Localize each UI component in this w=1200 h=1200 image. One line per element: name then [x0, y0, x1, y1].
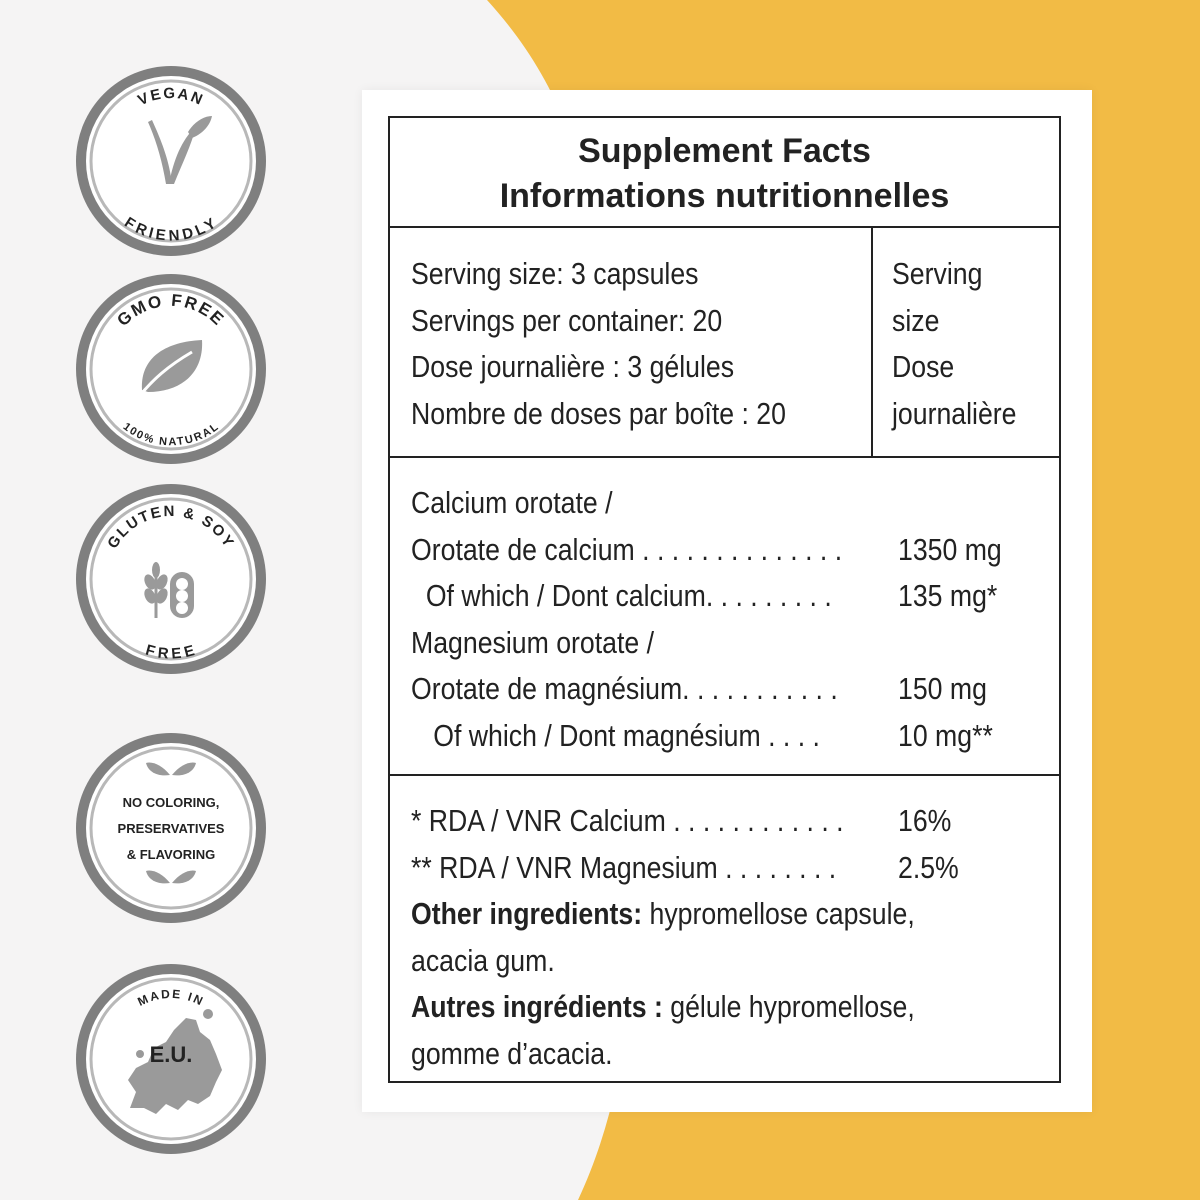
- other-ingredients-en-cont: acacia gum.: [411, 942, 555, 978]
- ingredient-name: Orotate de magnésium. . . . . . . . . . .: [411, 671, 838, 706]
- ingredient-amount: 135 mg*: [898, 578, 998, 613]
- ingredient-name: Of which / Dont magnésium . . . .: [411, 717, 820, 753]
- badge-top-text: MADE IN: [135, 986, 207, 1009]
- serving-column-header: [873, 228, 1037, 456]
- ingredients-section: [390, 458, 1059, 776]
- title-en: Supplement Facts: [578, 132, 871, 170]
- badge-gluten-soy-free: [70, 478, 272, 680]
- other-ingredients-text-fr: gélule hypromellose,: [662, 989, 915, 1024]
- ingredient-row: [411, 713, 1059, 760]
- badge-line: NO COLORING,: [122, 795, 220, 810]
- badge-bottom-text: FREE: [143, 641, 199, 663]
- rda-value: 16%: [898, 803, 952, 838]
- ingredient-row: [411, 480, 1059, 527]
- badge-made-in-eu: [70, 958, 272, 1160]
- badge-gmo-free: [70, 268, 272, 470]
- badge-center-text: E.U.: [149, 1042, 193, 1067]
- serving-header-line: Serving: [892, 256, 983, 291]
- serving-header-line: Dose: [892, 349, 955, 384]
- serving-header-line: journalière: [892, 395, 1017, 431]
- badge-top-text: GLUTEN & SOY: [104, 502, 238, 552]
- serving-line: Nombre de doses par boîte : 20: [411, 395, 786, 431]
- ingredient-name: Calcium orotate /: [411, 485, 613, 520]
- ingredient-name: Orotate de calcium . . . . . . . . . . . . . .: [411, 531, 843, 567]
- title-fr: Informations nutritionnelles: [499, 177, 950, 215]
- badge-bottom-text: 100% NATURAL: [120, 420, 222, 449]
- badge-no-coloring: [70, 727, 272, 929]
- ingredient-row: [411, 527, 1059, 574]
- ingredient-name: Of which / Dont calcium. . . . . . . . .: [411, 578, 832, 613]
- rda-row: [411, 798, 1059, 845]
- ingredient-row: [411, 620, 1059, 667]
- label-title: [390, 118, 1059, 228]
- other-ingredients-label: Other ingredients:: [411, 896, 643, 931]
- ingredient-amount: 10 mg**: [898, 717, 993, 753]
- rda-value: 2.5%: [898, 849, 959, 885]
- rda-name: ** RDA / VNR Magnesium . . . . . . . .: [411, 849, 837, 885]
- badge-top-text: GMO FREE: [113, 290, 229, 331]
- ingredient-row: [411, 666, 1059, 713]
- other-ingredients-label-fr: Autres ingrédients :: [411, 989, 663, 1024]
- other-ingredients-text: hypromellose capsule,: [642, 896, 915, 931]
- rda-name: * RDA / VNR Calcium . . . . . . . . . . . .: [411, 803, 844, 838]
- ingredient-row: [411, 573, 1059, 620]
- badge-bottom-text: FRIENDLY: [121, 213, 221, 245]
- ingredient-amount: 150 mg: [898, 671, 987, 706]
- supplement-facts-label: [388, 116, 1061, 1083]
- other-ingredients-fr: [411, 984, 968, 1031]
- ingredient-amount: 1350 mg: [898, 531, 1002, 567]
- serving-line: Dose journalière : 3 gélules: [411, 349, 735, 384]
- serving-header-line: size: [892, 302, 940, 338]
- footer-section: [390, 776, 1059, 1077]
- other-ingredients-en: [411, 891, 968, 938]
- serving-section: [390, 228, 1059, 458]
- other-ingredients-fr-cont: gomme d’acacia.: [411, 1035, 613, 1071]
- badge-line: PRESERVATIVES: [117, 821, 225, 836]
- serving-info: [390, 228, 873, 456]
- badge-vegan-friendly: [70, 60, 272, 262]
- ingredient-name: Magnesium orotate /: [411, 624, 655, 660]
- badge-top-text: VEGAN: [135, 84, 207, 110]
- serving-line: Serving size: 3 capsules: [411, 256, 699, 291]
- serving-line: Servings per container: 20: [411, 302, 723, 338]
- rda-row: [411, 845, 1059, 892]
- badge-line: & FLAVORING: [126, 847, 216, 862]
